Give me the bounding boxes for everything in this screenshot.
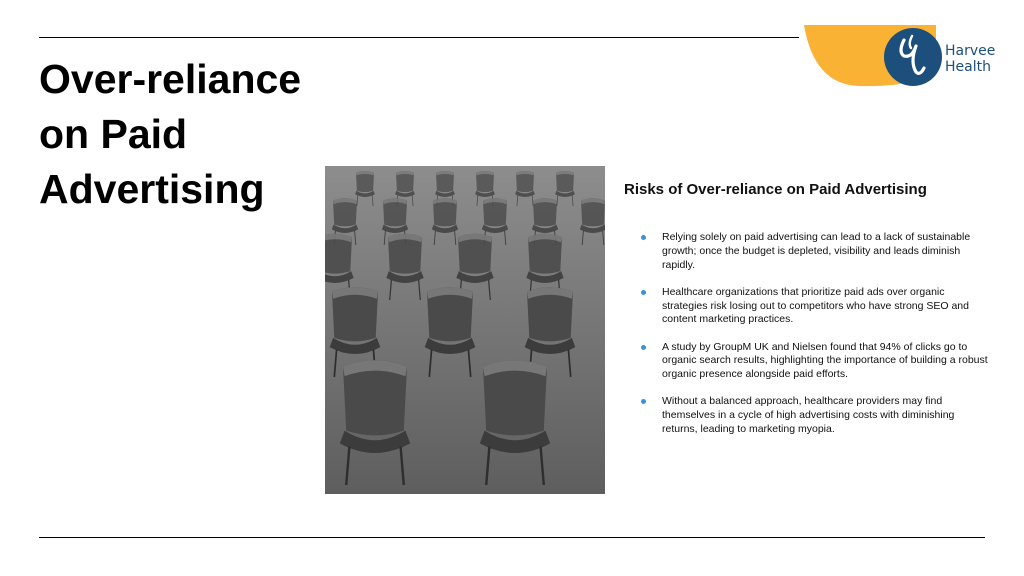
bullet-dot-icon xyxy=(641,290,646,295)
logo-name-line1: Harvee xyxy=(945,43,996,59)
bullet-dot-icon xyxy=(641,399,646,404)
bullet-text: Healthcare organizations that prioritize paid ads over organic strategies risk losing out to competitors who have strong SEO and content marketing practices. xyxy=(662,285,969,326)
bullet-text: A study by GroupM UK and Nielsen found that 94% of clicks go to organic search results, highlighting the importance of building a robust organic presence alongside paid efforts. xyxy=(662,340,988,381)
chairs-photo xyxy=(325,166,605,494)
list-item xyxy=(641,395,989,436)
list-item xyxy=(641,341,989,382)
list-item xyxy=(641,231,989,272)
chairs-illustration xyxy=(325,166,605,494)
section-heading: Risks of Over-reliance on Paid Advertising xyxy=(624,181,927,198)
bullet-text: Without a balanced approach, healthcare providers may find themselves in a cycle of high advertising costs with diminishing returns, leading to marketing myopia. xyxy=(662,395,955,435)
top-divider xyxy=(39,37,799,38)
logo-wordmark xyxy=(945,43,1015,75)
list-item xyxy=(641,286,989,327)
logo-name-line2: Health xyxy=(945,59,991,75)
risk-bullet-list xyxy=(641,231,989,450)
bottom-divider xyxy=(39,537,985,538)
bullet-dot-icon xyxy=(641,235,646,240)
slide-title: Over-reliance on Paid Advertising xyxy=(39,56,302,212)
bullet-dot-icon xyxy=(641,345,646,350)
bullet-text: Relying solely on paid advertising can lead to a lack of sustainable growth; once the budget is depleted, visibility and leads diminish rapidly. xyxy=(662,231,971,271)
